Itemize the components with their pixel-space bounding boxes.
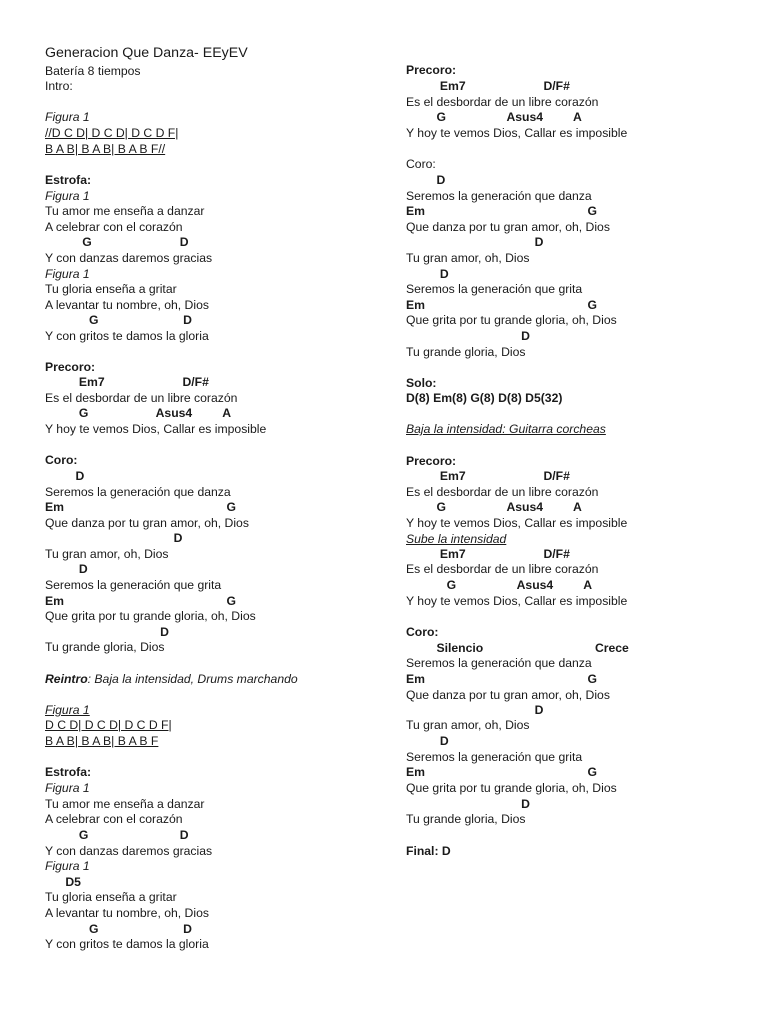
chord-line-d5: D5 xyxy=(45,875,81,889)
text-line-tu-grande-gloria-dios: Tu grande gloria, Dios xyxy=(45,640,165,654)
text-line-coro: Coro: xyxy=(406,625,439,639)
text-line-y-con-gritos-te-damos-la-gloria: Y con gritos te damos la gloria xyxy=(45,937,209,951)
text-line-y-con-gritos-te-damos-la-gloria: Y con gritos te damos la gloria xyxy=(45,329,209,343)
reintro-note: : Baja la intensidad, Drums marchando xyxy=(87,672,298,686)
chord-line-em-g: Em G xyxy=(45,500,236,514)
text-line-precoro: Precoro: xyxy=(45,360,96,374)
text-line-seremos-la-generaci-n-que-grita: Seremos la generación que grita xyxy=(45,578,222,592)
chord-line-em-g: Em G xyxy=(406,298,597,312)
chord-line-silencio-crece: Silencio Crece xyxy=(406,641,629,655)
chord-line-d: D xyxy=(45,531,183,545)
text-line-tu-gloria-ense-a-a-gritar: Tu gloria enseña a gritar xyxy=(45,282,177,296)
text-line-figura-1: Figura 1 xyxy=(45,859,90,873)
text-line-intro: Intro: xyxy=(45,79,73,93)
chord-line-d: D xyxy=(406,734,449,748)
text-line-tu-gran-amor-oh-dios: Tu gran amor, oh, Dios xyxy=(406,718,530,732)
text-line-figura-1: Figura 1 xyxy=(45,189,90,203)
text-line-y-hoy-te-vemos-dios-callar-es-im: Y hoy te vemos Dios, Callar es imposible xyxy=(406,126,628,140)
text-line-sube-la-intensidad: Sube la intensidad xyxy=(406,532,507,546)
text-line-figura-1: Figura 1 xyxy=(45,781,90,795)
chord-line-d: D xyxy=(406,797,530,811)
text-line-seremos-la-generaci-n-que-danza: Seremos la generación que danza xyxy=(406,189,592,203)
text-line-d-c-d-d-c-d-d-c-d-f: D C D| D C D| D C D F| xyxy=(45,718,172,732)
text-line-generacion-que-danza-eeyev: Generacion Que Danza- EEyEV xyxy=(45,45,248,61)
text-line-a-celebrar-con-el-coraz-n: A celebrar con el corazón xyxy=(45,220,183,234)
text-line-y-con-danzas-daremos-gracias: Y con danzas daremos gracias xyxy=(45,251,213,265)
chord-line-d: D xyxy=(406,329,530,343)
text-line-que-grita-por-tu-grande-gloria-o: Que grita por tu grande gloria, oh, Dios xyxy=(45,609,256,623)
text-line-seremos-la-generaci-n-que-danza: Seremos la generación que danza xyxy=(45,485,231,499)
text-line-que-grita-por-tu-grande-gloria-o: Que grita por tu grande gloria, oh, Dios xyxy=(406,313,617,327)
text-line-a-celebrar-con-el-coraz-n: A celebrar con el corazón xyxy=(45,812,183,826)
chord-line-em7-d-f: Em7 D/F# xyxy=(406,469,570,483)
text-line-baja-la-intensidad-guitarra-corc: Baja la intensidad: Guitarra corcheas xyxy=(406,422,606,436)
chord-line-g-asus4-a: G Asus4 A xyxy=(406,500,582,514)
chord-line-g-d: G D xyxy=(45,828,189,842)
chord-line-g-d: G D xyxy=(45,922,192,936)
reintro-line xyxy=(45,672,298,687)
chord-line-g-asus4-a: G Asus4 A xyxy=(406,578,593,592)
chord-line-em7-d-f: Em7 D/F# xyxy=(406,547,570,561)
text-line-tu-grande-gloria-dios: Tu grande gloria, Dios xyxy=(406,812,526,826)
text-line-d-8-em-8-g-8-d-8-d5-32: D(8) Em(8) G(8) D(8) D5(32) xyxy=(406,391,563,405)
text-line-que-danza-por-tu-gran-amor-oh-di: Que danza por tu gran amor, oh, Dios xyxy=(45,516,249,530)
text-line-coro: Coro: xyxy=(45,453,78,467)
chord-line-em-g: Em G xyxy=(406,765,597,779)
text-line-precoro: Precoro: xyxy=(406,63,457,77)
chord-line-em-g: Em G xyxy=(45,594,236,608)
text-line-tu-gloria-ense-a-a-gritar: Tu gloria enseña a gritar xyxy=(45,890,177,904)
chord-line-em7-d-f: Em7 D/F# xyxy=(406,79,570,93)
chord-line-d: D xyxy=(406,703,544,717)
reintro-label: Reintro xyxy=(45,672,88,686)
chord-line-d: D xyxy=(406,173,446,187)
text-line-es-el-desbordar-de-un-libre-cora: Es el desbordar de un libre corazón xyxy=(406,485,599,499)
text-line-seremos-la-generaci-n-que-grita: Seremos la generación que grita xyxy=(406,282,583,296)
text-line-y-hoy-te-vemos-dios-callar-es-im: Y hoy te vemos Dios, Callar es imposible xyxy=(406,516,628,530)
text-line-final-d: Final: D xyxy=(406,844,451,858)
chord-line-d: D xyxy=(45,562,88,576)
chord-line-g-asus4-a: G Asus4 A xyxy=(45,406,232,420)
text-line-a-levantar-tu-nombre-oh-dios: A levantar tu nombre, oh, Dios xyxy=(45,298,209,312)
text-line-que-grita-por-tu-grande-gloria-o: Que grita por tu grande gloria, oh, Dios xyxy=(406,781,617,795)
text-line-estrofa: Estrofa: xyxy=(45,765,92,779)
text-line-que-danza-por-tu-gran-amor-oh-di: Que danza por tu gran amor, oh, Dios xyxy=(406,220,610,234)
text-line-a-levantar-tu-nombre-oh-dios: A levantar tu nombre, oh, Dios xyxy=(45,906,209,920)
text-line-que-danza-por-tu-gran-amor-oh-di: Que danza por tu gran amor, oh, Dios xyxy=(406,688,610,702)
chord-line-g-asus4-a: G Asus4 A xyxy=(406,110,582,124)
text-line-precoro: Precoro: xyxy=(406,454,457,468)
text-line-es-el-desbordar-de-un-libre-cora: Es el desbordar de un libre corazón xyxy=(406,95,599,109)
text-line-es-el-desbordar-de-un-libre-cora: Es el desbordar de un libre corazón xyxy=(406,562,599,576)
text-line-tu-amor-me-ense-a-a-danzar: Tu amor me enseña a danzar xyxy=(45,797,205,811)
text-line-b-a-b-b-a-b-b-a-b-f: B A B| B A B| B A B F xyxy=(45,734,159,748)
text-line-tu-amor-me-ense-a-a-danzar: Tu amor me enseña a danzar xyxy=(45,204,205,218)
text-line-tu-gran-amor-oh-dios: Tu gran amor, oh, Dios xyxy=(406,251,530,265)
chord-line-d: D xyxy=(45,625,169,639)
text-line-figura-1: Figura 1 xyxy=(45,267,90,281)
text-line-seremos-la-generaci-n-que-danza: Seremos la generación que danza xyxy=(406,656,592,670)
text-line-es-el-desbordar-de-un-libre-cora: Es el desbordar de un libre corazón xyxy=(45,391,238,405)
text-line-y-con-danzas-daremos-gracias: Y con danzas daremos gracias xyxy=(45,844,213,858)
text-line-solo: Solo: xyxy=(406,376,437,390)
chord-line-d: D xyxy=(406,267,449,281)
text-line-bater-a-8-tiempos: Batería 8 tiempos xyxy=(45,64,141,78)
text-line-tu-gran-amor-oh-dios: Tu gran amor, oh, Dios xyxy=(45,547,169,561)
text-line-figura-1: Figura 1 xyxy=(45,703,90,717)
text-line-y-hoy-te-vemos-dios-callar-es-im: Y hoy te vemos Dios, Callar es imposible xyxy=(406,594,628,608)
text-line-y-hoy-te-vemos-dios-callar-es-im: Y hoy te vemos Dios, Callar es imposible xyxy=(45,422,267,436)
chord-line-d: D xyxy=(45,469,85,483)
text-line-seremos-la-generaci-n-que-grita: Seremos la generación que grita xyxy=(406,750,583,764)
chord-line-em7-d-f: Em7 D/F# xyxy=(45,375,209,389)
chord-line-em-g: Em G xyxy=(406,672,597,686)
chord-line-g-d: G D xyxy=(45,235,189,249)
text-line-estrofa: Estrofa: xyxy=(45,173,92,187)
chord-line-em-g: Em G xyxy=(406,204,597,218)
text-line-coro: Coro: xyxy=(406,157,436,171)
text-line-tu-grande-gloria-dios: Tu grande gloria, Dios xyxy=(406,345,526,359)
text-line-b-a-b-b-a-b-b-a-b-f: B A B| B A B| B A B F// xyxy=(45,142,166,156)
chord-line-g-d: G D xyxy=(45,313,192,327)
text-line-figura-1: Figura 1 xyxy=(45,110,90,124)
chord-line-d: D xyxy=(406,235,544,249)
text-line-d-c-d-d-c-d-d-c-d-f: //D C D| D C D| D C D F| xyxy=(45,126,179,140)
